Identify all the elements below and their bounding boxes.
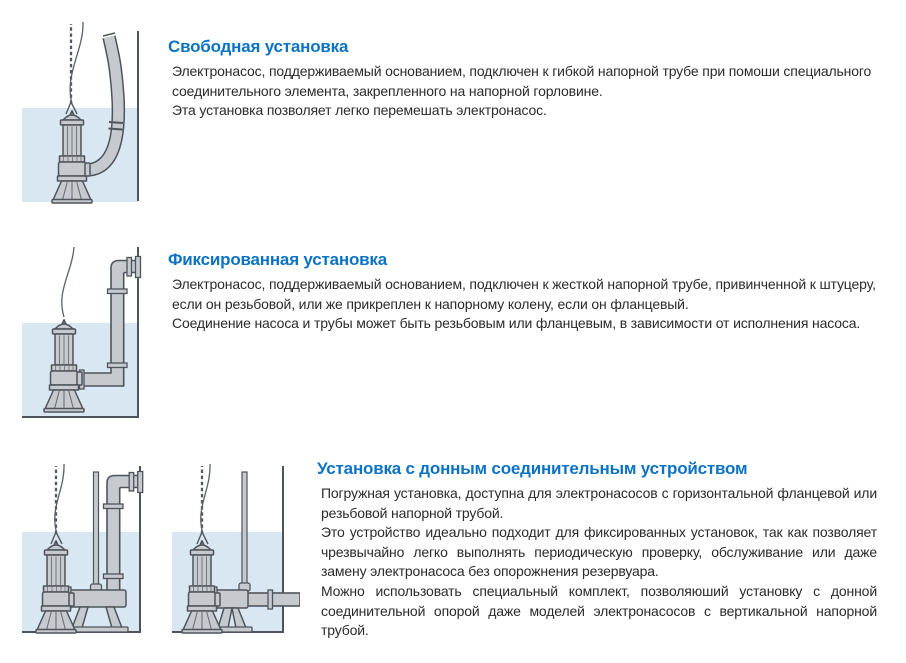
section-bottom-coupling xyxy=(317,458,877,641)
section-paragraph: Электронасос, поддерживаемый основанием, подключен к жесткой напорной трубе, привинченной к штуцеру, если он резьбовой, или же прикреплен к напорному колену, если он фланцевый. xyxy=(172,276,876,312)
section-paragraph: Можно использовать специальный комплект, позволяюший установку с донной соединительной опорой даже моделей электронасосов с вертикальной напорной трубой. xyxy=(321,582,877,639)
power-cable xyxy=(62,247,74,317)
power-cable xyxy=(55,464,64,534)
section-paragraph: Электронасос, поддерживаемый основанием, подключен к гибкой напорной трубе при помоши специального соединительного элемента, закрепленного на напорной горловине. xyxy=(172,63,872,99)
pipe-flange xyxy=(129,473,134,492)
figure-free-installation xyxy=(16,10,158,218)
section-fixed-installation xyxy=(168,249,902,334)
figure-fixed-installation xyxy=(16,237,158,433)
section-title: Свободная установка xyxy=(168,37,349,56)
figure-bottom-coupling-horizontal-pipe xyxy=(166,452,300,658)
section-paragraph: Это устройство идеально подходит для фиксированных установок, так как позволяет чрезвычайно легко выполнять периодическую проверку, обслуживание или даже замену электронасоса без опорожнения резервуара. xyxy=(321,524,877,580)
section-paragraph: Соединение насоса и трубы может быть резьбовым или фланцевым, в зависимости от исполнения насоса. xyxy=(172,315,861,332)
stand-base xyxy=(68,627,128,632)
section-title: Установка с донным соединительным устройством xyxy=(317,459,748,478)
pipe-flange xyxy=(127,258,132,277)
chain xyxy=(66,22,83,114)
wall-flange xyxy=(138,472,143,493)
pipe-flange xyxy=(108,289,128,294)
figure-bottom-coupling-vertical-pipe xyxy=(16,452,158,658)
wall-flange xyxy=(136,257,141,278)
power-cable xyxy=(201,464,210,534)
section-title: Фиксированная установка xyxy=(168,250,387,269)
pipe-flange xyxy=(108,363,128,368)
pipe-flange xyxy=(104,574,124,579)
guide-rail xyxy=(94,472,99,590)
section-paragraph: Погружная установка, доступна для электронасосов с горизонтальной фланцевой или резьбовой напорной трубой. xyxy=(321,485,877,521)
pipe-flange xyxy=(268,590,273,609)
horizontal-pipe xyxy=(246,590,300,609)
section-free-installation xyxy=(168,36,902,121)
guide-rail xyxy=(242,472,247,590)
section-paragraph: Эта установка позволяет легко перемешать электронасос. xyxy=(172,102,547,119)
pipe-flange xyxy=(104,504,124,509)
